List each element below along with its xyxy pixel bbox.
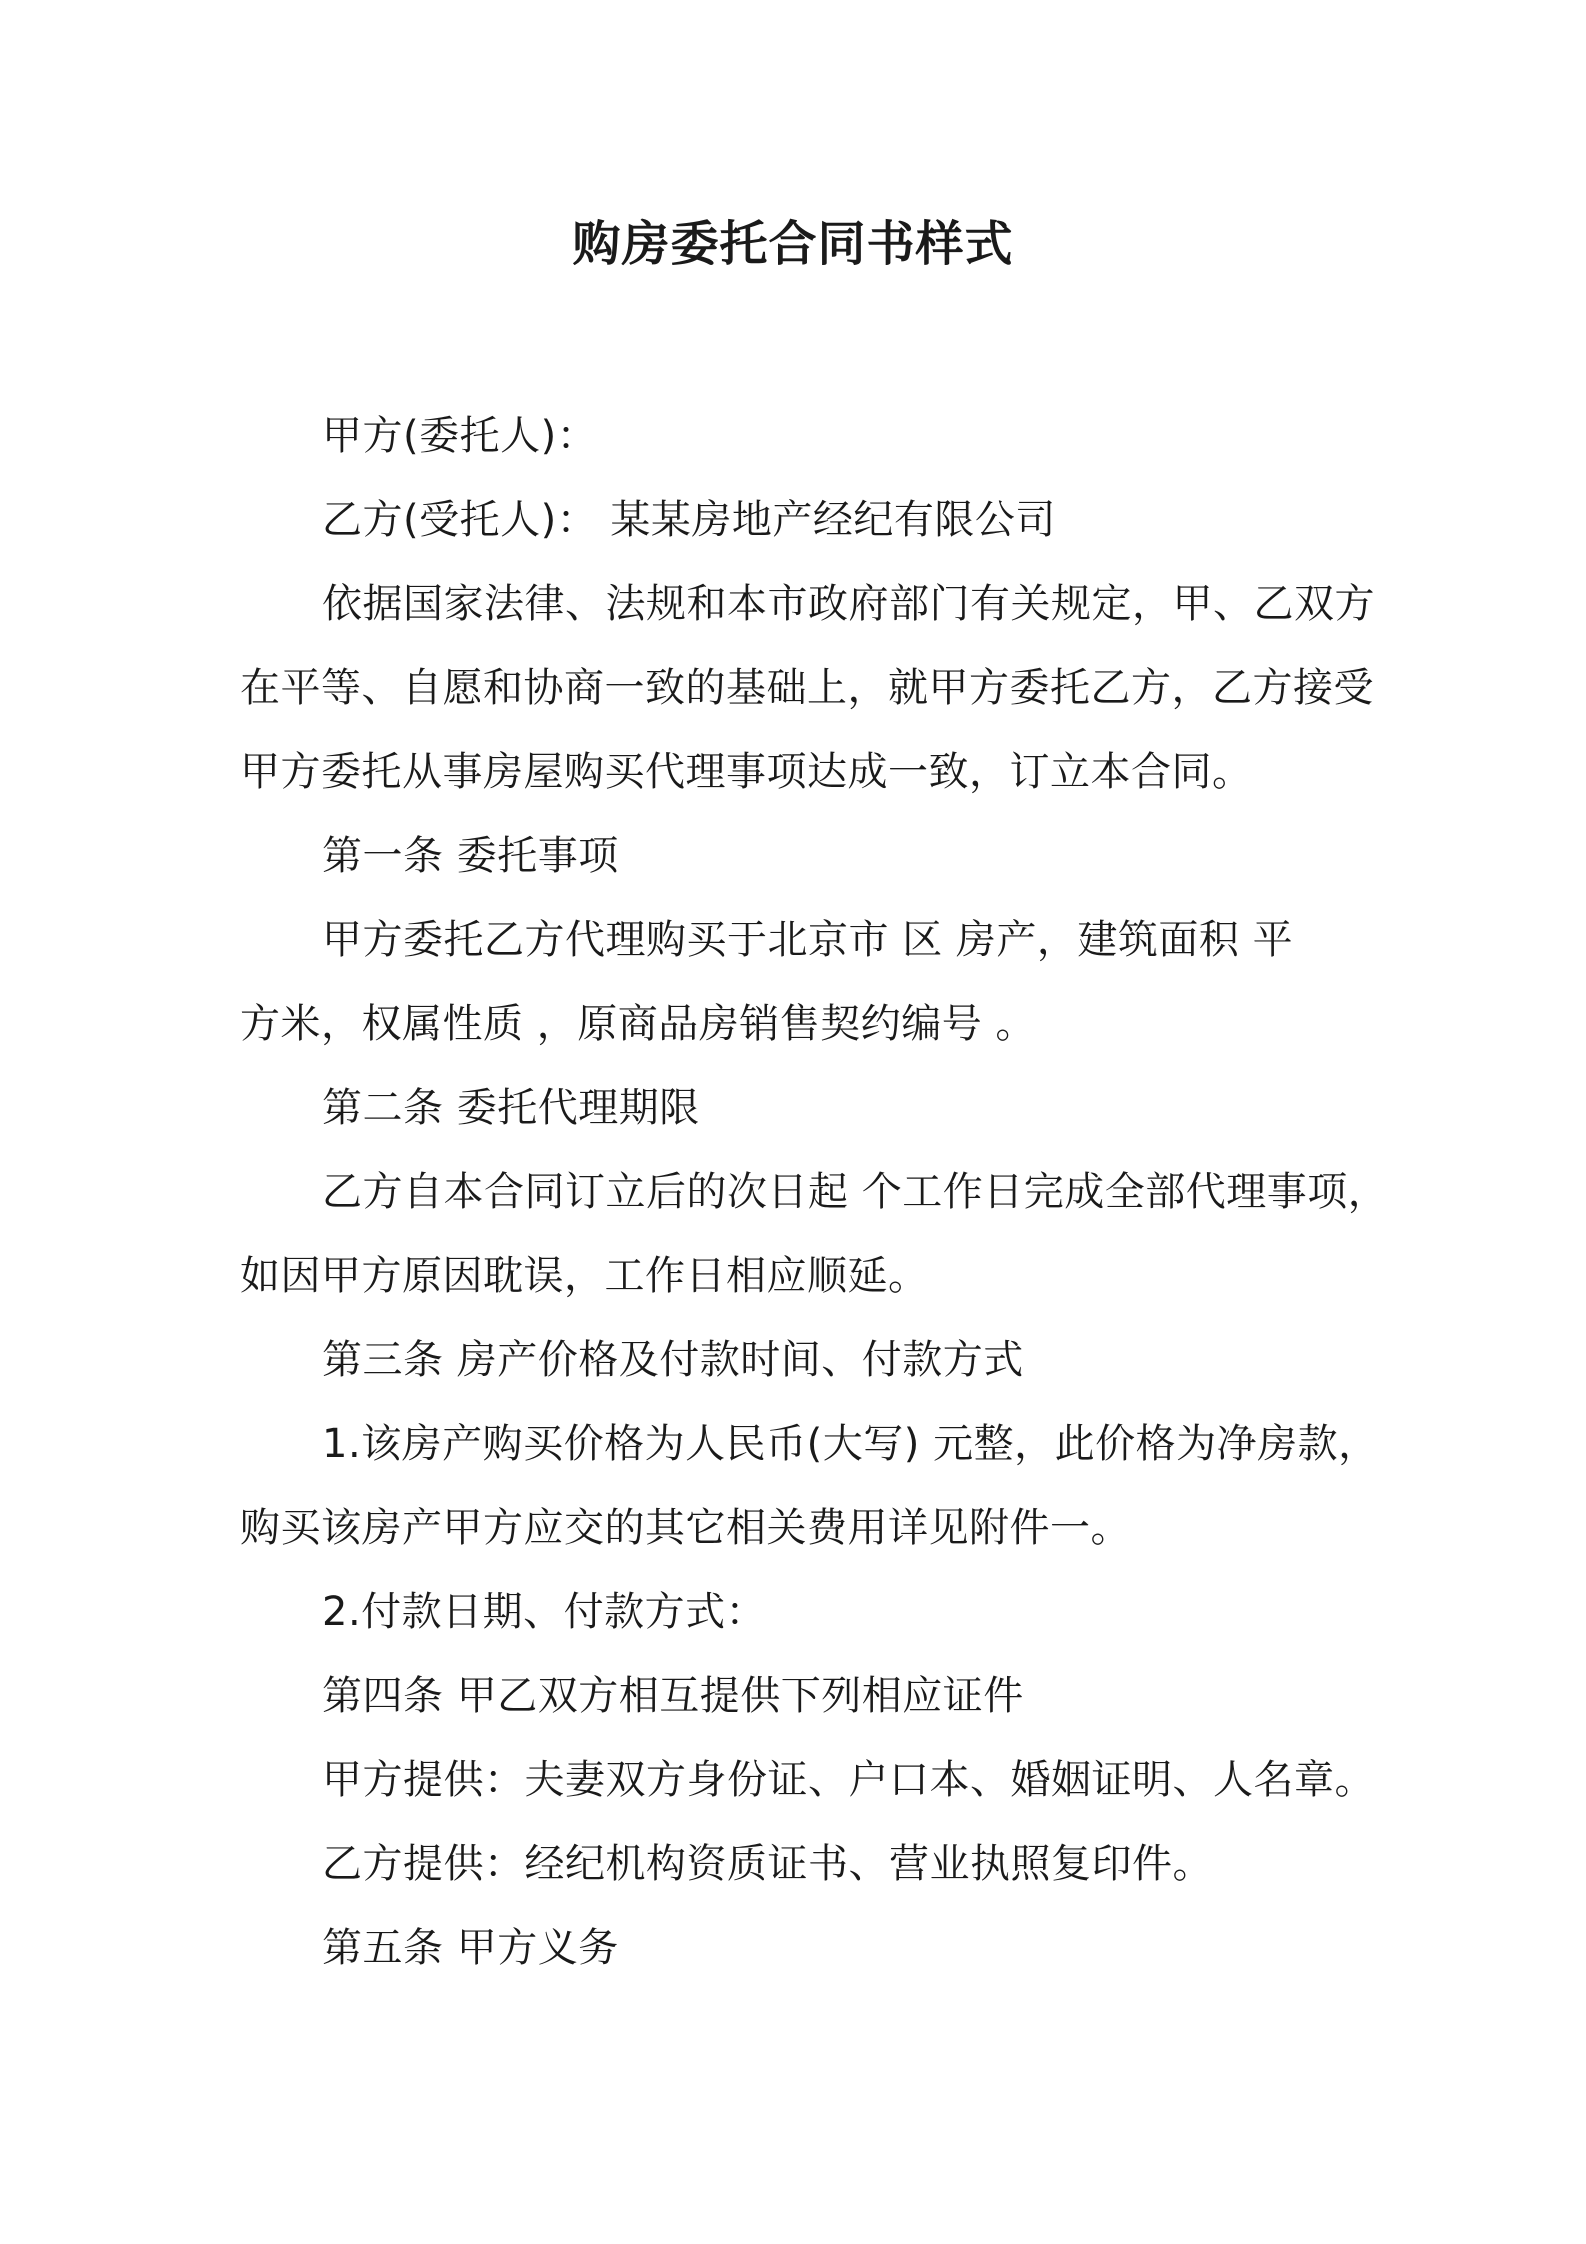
party-a-line: 甲方(委托人)：: [322, 413, 598, 459]
party-b-line: 乙方(受托人)： 某某房地产经纪有限公司: [322, 497, 1056, 543]
article-3-item-2: 2.付款日期、付款方式：: [322, 1589, 767, 1635]
article-2-text-line-2: 如因甲方原因耽误，工作日相应顺延。: [240, 1253, 929, 1299]
article-1-heading: 第一条 委托事项: [322, 833, 619, 879]
article-3-item-1-line-1: 1.该房产购买价格为人民币(大写) 元整，此价格为净房款，: [322, 1421, 1379, 1467]
article-4-heading: 第四条 甲乙双方相互提供下列相应证件: [322, 1673, 1024, 1719]
article-2-heading: 第二条 委托代理期限: [322, 1085, 700, 1131]
article-2-text-line-1: 乙方自本合同订立后的次日起 个工作日完成全部代理事项，: [322, 1169, 1389, 1215]
article-3-heading: 第三条 房产价格及付款时间、付款方式: [322, 1337, 1024, 1383]
preamble-line-1: 依据国家法律、法规和本市政府部门有关规定，甲、乙双方: [322, 581, 1375, 627]
article-1-text-line-2: 方米，权属性质 ，原商品房销售契约编号 。: [240, 1001, 1036, 1047]
article-1-text-line-1: 甲方委托乙方代理购买于北京市 区 房产，建筑面积 平: [322, 917, 1294, 963]
article-5-heading: 第五条 甲方义务: [322, 1925, 619, 1971]
article-4-party-a-docs: 甲方提供：夫妻双方身份证、户口本、婚姻证明、人名章。: [322, 1757, 1375, 1803]
article-3-item-1-line-2: 购买该房产甲方应交的其它相关费用详见附件一。: [240, 1505, 1131, 1551]
preamble-line-3: 甲方委托从事房屋购买代理事项达成一致，订立本合同。: [240, 749, 1253, 795]
preamble-line-2: 在平等、自愿和协商一致的基础上，就甲方委托乙方，乙方接受: [240, 665, 1374, 711]
document-title: 购房委托合同书样式: [572, 216, 1014, 272]
article-4-party-b-docs: 乙方提供：经纪机构资质证书、营业执照复印件。: [322, 1841, 1213, 1887]
